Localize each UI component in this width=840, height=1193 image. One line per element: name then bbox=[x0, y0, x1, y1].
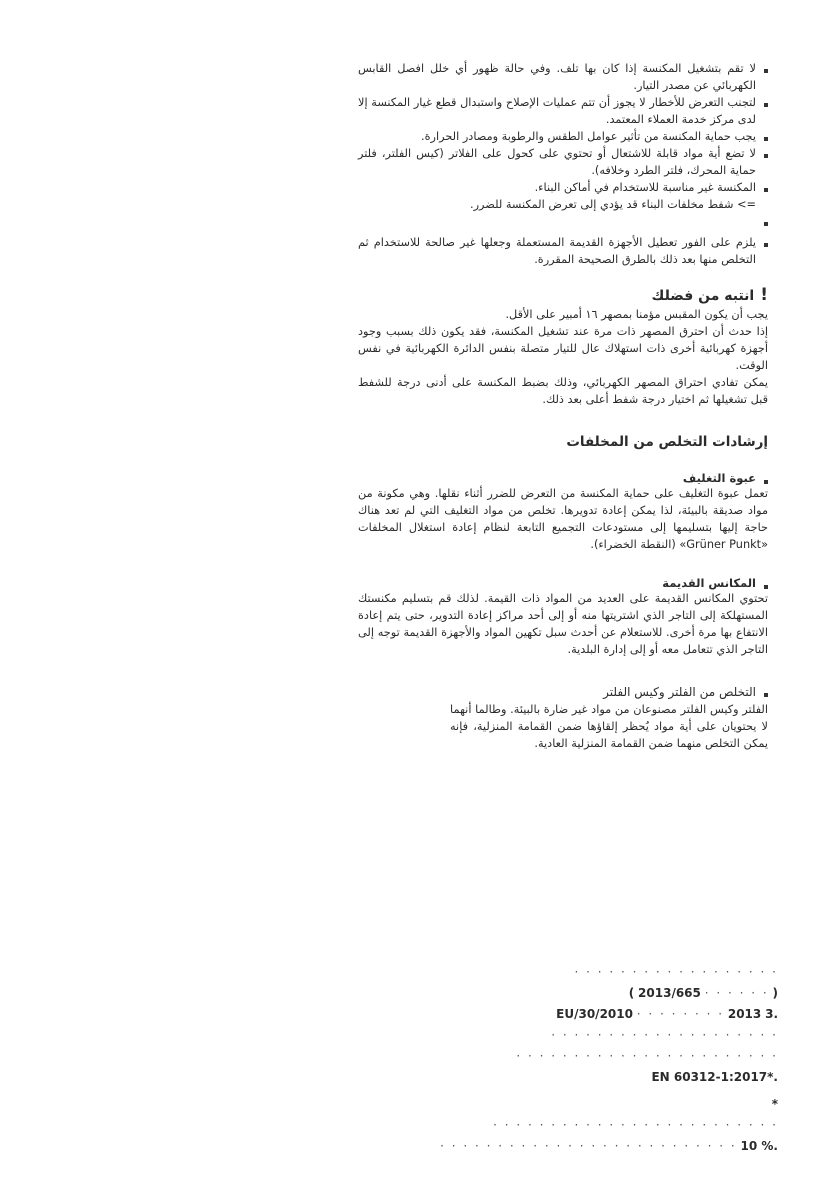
bullet-subnote: => شفط مخلفات البناء قد يؤدي إلى تعرض المكنسة للضرر. bbox=[470, 198, 756, 211]
year: 2013 bbox=[727, 1007, 762, 1021]
packaging-block bbox=[358, 471, 768, 553]
footer-line: · · · · · · · · · · · · · · · · · · bbox=[574, 965, 778, 979]
section-title: إرشادات التخلص من المخلفات bbox=[566, 434, 768, 450]
footer-line: · · · · · · · · · · · · · · · · · · · · · · · · · bbox=[493, 1118, 778, 1132]
notice-title: انتبه من فضلك bbox=[651, 287, 755, 304]
percent-value: .% 10 bbox=[740, 1139, 778, 1153]
paren-open: ( bbox=[772, 986, 778, 1000]
exclamation-icon: ! bbox=[760, 285, 768, 305]
regulation-ref: 2013/665 bbox=[638, 986, 701, 1000]
bullet-item: المكنسة غير مناسبة للاستخدام في أماكن البناء. bbox=[358, 179, 768, 196]
subsection-heading: عبوة التغليف bbox=[358, 471, 768, 485]
standard-ref: .*1:2017-EN 60312 bbox=[651, 1070, 778, 1084]
filters-block bbox=[358, 684, 768, 752]
subsection-heading: التخلص من الفلتر وكيس الفلتر bbox=[358, 684, 768, 701]
bullet-item: يجب حماية المكنسة من تأثير عوامل الطقس والرطوبة ومصادر الحرارة. bbox=[358, 128, 768, 145]
bullet-item: يلزم على الفور تعطيل الأجهزة القديمة المستعملة وجعلها غير صالحة للاستخدام ثم التخلص منها بعد ذلك بالطرق الصحيحة المقررة. bbox=[358, 234, 768, 268]
safety-bullets bbox=[358, 60, 768, 268]
footer-line: .EU/30/2010 · · · · · · · · 2013 3 bbox=[556, 1007, 778, 1021]
old-units-text: تحتوي المكانس القديمة على العديد من المواد ذات القيمة. لذلك قم بتسليم مكنستك المستهلكة إلى التاجر الذي اشتريتها منه أو إلى أحد مراكز إعادة التدوير، حتى يتم إعادة الانتفاع بها مرة أخرى. للاستعلام عن أحدث سبل تكهين المواد والأجهزة القديمة توجه إلى التاجر الذي تتعامل معه أو إلى إدارة البلدية. bbox=[358, 592, 768, 656]
footer-line bbox=[478, 1067, 778, 1088]
footnote-star: * bbox=[771, 1097, 778, 1111]
day-number: 3 bbox=[765, 1007, 774, 1021]
footer-line: · · · · · · · · · · · · · · · · · · · · · · · bbox=[516, 1049, 778, 1063]
conformity-footer bbox=[440, 962, 778, 1157]
footer-line bbox=[478, 1094, 778, 1115]
regulation-eu: .EU/30/2010 bbox=[556, 1007, 778, 1021]
disposal-section bbox=[358, 434, 768, 450]
bullet-item: لا تقم بتشغيل المكنسة إذا كان بها تلف. وفي حالة ظهور أي خلل افصل القابس الكهربائي عن مصدر التيار. bbox=[358, 60, 768, 94]
filters-text: الفلتر وكيس الفلتر مصنوعان من مواد غير ضارة بالبيئة. وطالما أنهما لا يحتويان على أية مواد يُحظر إلقاؤها ضمن القمامة المنزلية، فإنه يمكن التخلص منهما ضمن القمامة المنزلية العادية. bbox=[450, 703, 768, 750]
old-units-block bbox=[358, 576, 768, 658]
paren-close: ) bbox=[628, 986, 635, 1000]
notice-heading bbox=[358, 287, 768, 304]
bullet-item-empty bbox=[358, 213, 768, 230]
footer-line: .% 10 · · · · · · · · · · · · · · · · · · · · · · · · · · bbox=[440, 1139, 778, 1153]
packaging-text: تعمل عبوة التغليف على حماية المكنسة من التعرض للضرر أثناء نقلها. وهي مكونة من مواد صديقة بالبيئة، لذا يمكن إعادة تدويرها. تخلص من مواد التغليف التي لم تعد هناك حاجة إليها بتسليمها إلى مستودعات التجميع التابعة لنظام إعادة استغلال المخلفات «Grüner Punkt» (النقطة الخضراء). bbox=[358, 487, 768, 551]
subsection-heading: المكانس القديمة bbox=[358, 576, 768, 590]
notice-paragraph: يجب أن يكون المقبس مؤمنا بمصهر ١٦ أمبير على الأقل. bbox=[505, 308, 768, 321]
notice-paragraph: يمكن تفادي احتراق المصهر الكهربائي، وذلك بضبط المكنسة على أدنى درجة للشفط قبل تشغيلها ثم اختيار درجة شفط أعلى بعد ذلك. bbox=[358, 376, 768, 406]
footer-line: · · · · · · · · · · · · · · · · · · · · bbox=[551, 1028, 778, 1042]
notice-paragraph: إذا حدث أن احترق المصهر ذات مرة عند تشغيل المكنسة، فقد يكون ذلك بسبب وجود أجهزة كهربائية أخرى ذات استهلاك عال للتيار متصلة بنفس الدائرة الكهربائية في نفس الوقت. bbox=[358, 325, 768, 372]
bullet-item: لتجنب التعرض للأخطار لا يجوز أن تتم عمليات الإصلاح واستبدال قطع غيار المكنسة إلا لدى مركز خدمة العملاء المعتمد. bbox=[358, 94, 768, 128]
notice-block bbox=[358, 287, 768, 408]
footer-line: ( · · · · · · 2013/665 ) bbox=[628, 986, 778, 1000]
bullet-item: لا تضع أية مواد قابلة للاشتعال أو تحتوي على كحول على الفلاتر (كيس الفلتر، فلتر حماية المحرك، فلتر الطرد وخلافه). bbox=[358, 145, 768, 179]
